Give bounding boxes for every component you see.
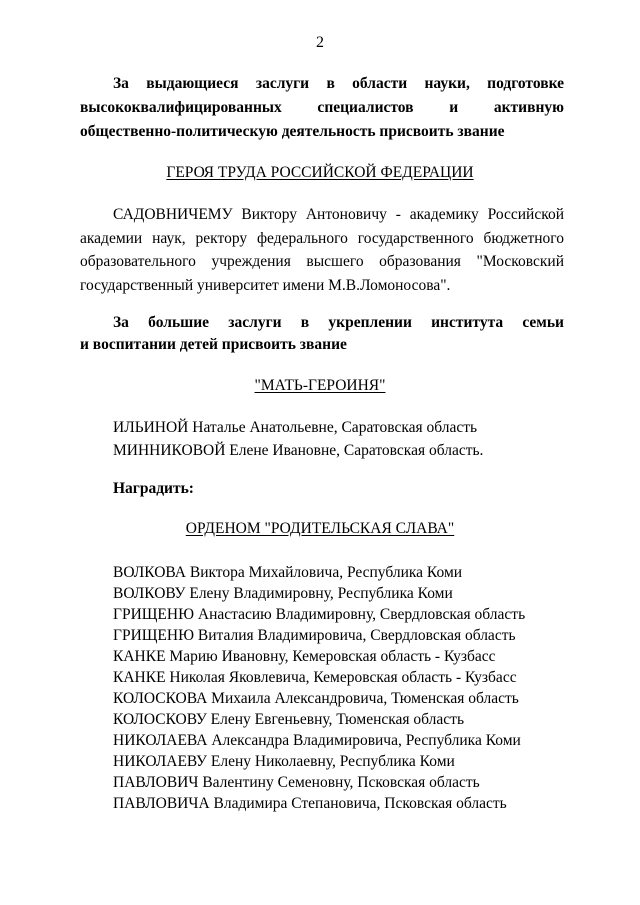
title-heading-text: ГЕРОЯ ТРУДА РОССИЙСКОЙ ФЕДЕРАЦИИ <box>166 164 474 181</box>
recipient-text-line: образовательного учреждения высшего образования "Московский <box>80 253 564 270</box>
recipient-text-line: САДОВНИЧЕМУ Виктору Антоновичу - академику Российской <box>113 206 564 223</box>
recipient-line: ПАВЛОВИЧ Валентину Семеновну, Псковская область <box>113 774 480 791</box>
recipient-line: МИННИКОВОЙ Елене Ивановне, Саратовская область. <box>113 442 484 459</box>
award-label: Наградить: <box>113 480 194 497</box>
recipient-line: НИКОЛАЕВУ Елену Николаевну, Республика Коми <box>113 753 455 770</box>
preamble-line: общественно-политическую деятельность присвоить звание <box>80 123 505 140</box>
order-heading <box>0 519 640 539</box>
page-number: 2 <box>316 34 324 51</box>
recipient-text-line: государственный университет имени М.В.Ломоносова". <box>80 277 451 294</box>
preamble-line: и воспитании детей присвоить звание <box>80 336 347 353</box>
order-heading-text: ОРДЕНОМ "РОДИТЕЛЬСКАЯ СЛАВА" <box>185 520 455 537</box>
title-heading <box>0 163 640 183</box>
title-heading <box>0 376 640 396</box>
recipient-line: НИКОЛАЕВА Александра Владимировича, Республика Коми <box>113 732 521 749</box>
recipient-line: КАНКЕ Николая Яковлевича, Кемеровская область - Кузбасс <box>113 669 517 686</box>
recipient-line: ИЛЬИНОЙ Наталье Анатольевне, Саратовская область <box>113 419 478 436</box>
recipient-line: ГРИЩЕНЮ Анастасию Владимировну, Свердловская область <box>113 606 526 623</box>
recipient-line: КОЛОСКОВА Михаила Александровича, Тюменская область <box>113 690 519 707</box>
preamble-line: высококвалифицированных специалистов и активную <box>80 99 564 116</box>
recipient-text-line: академии наук, ректору федерального государственного бюджетного <box>80 230 564 247</box>
title-heading-text: "МАТЬ-ГЕРОИНЯ" <box>254 377 386 394</box>
recipient-line: ГРИЩЕНЮ Виталия Владимировича, Свердловская область <box>113 627 516 644</box>
preamble-line: За большие заслуги в укреплении института семьи <box>113 314 564 331</box>
recipient-line: КОЛОСКОВУ Елену Евгеньевну, Тюменская область <box>113 711 465 728</box>
recipient-line: ВОЛКОВА Виктора Михайловича, Республика Коми <box>113 564 463 581</box>
preamble-line: За выдающиеся заслуги в области науки, подготовке <box>113 75 564 92</box>
recipient-line: КАНКЕ Марию Ивановну, Кемеровская область - Кузбасс <box>113 648 496 665</box>
recipient-line: ВОЛКОВУ Елену Владимировну, Республика Коми <box>113 585 453 602</box>
recipient-line: ПАВЛОВИЧА Владимира Степановича, Псковская область <box>113 795 507 812</box>
